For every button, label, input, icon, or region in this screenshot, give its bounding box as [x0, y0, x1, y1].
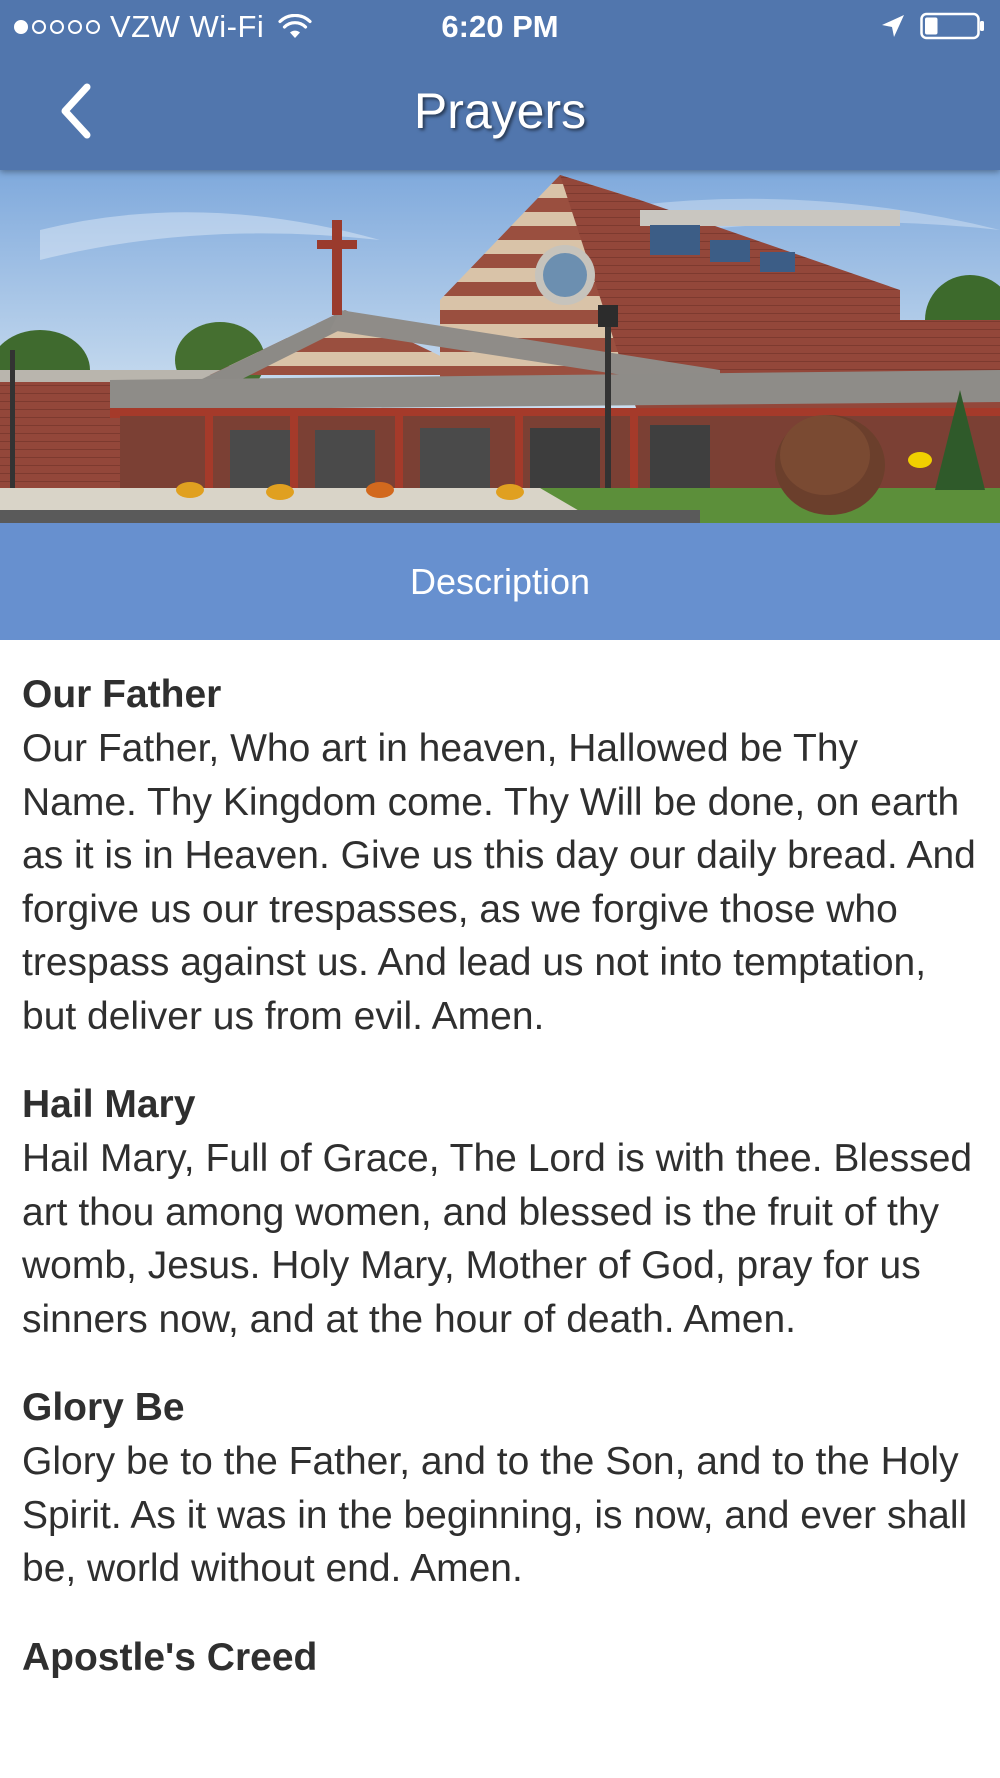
prayer-section: [22, 1078, 982, 1346]
navigation-bar: [0, 54, 1000, 170]
prayer-title: Our Father: [22, 673, 222, 716]
prayer-title: Apostle's Creed: [22, 1635, 318, 1679]
location-arrow-icon: [880, 13, 906, 39]
church-building-photo: [0, 170, 1000, 523]
page-title: Prayers: [413, 83, 587, 139]
prayer-text: Our Father, Who art in heaven, Hallowed be Thy Name. Thy Kingdom come. Thy Will be done, on earth as it is in Heaven. Give us this day our daily bread. And forgive us our trespasses, as we forgive those who trespass against us. And lead us not into temptation, but deliver us from evil. Amen.: [22, 727, 976, 1038]
prayer-text: Glory be to the Father, and to the Son, and to the Holy Spirit. As it was in the beginning, is now, and ever shall be, world without end. Amen.: [22, 1440, 968, 1590]
prayer-title: Hail Mary: [22, 1083, 196, 1126]
battery-icon: [920, 12, 986, 40]
prayer-title: Glory Be: [22, 1386, 185, 1429]
prayer-section: [22, 1381, 982, 1596]
tab-description[interactable]: Description: [409, 560, 591, 602]
carrier-name: VZW Wi-Fi: [110, 9, 265, 44]
prayer-text: Hail Mary, Full of Grace, The Lord is with thee. Blessed art thou among women, and blessed is the fruit of thy womb, Jesus. Holy Mary, Mother of God, pray for us sinners now, and at the hour of death. Amen.: [22, 1137, 973, 1341]
prayer-section: [22, 668, 982, 1043]
battery-level-fill: [925, 18, 938, 35]
status-time: 6:20 PM: [441, 9, 559, 44]
prayer-section: [22, 1631, 982, 1685]
prayers-content: [22, 668, 982, 1720]
status-bar: [0, 0, 1000, 54]
app-header: [0, 0, 1000, 170]
tab-bar: [0, 523, 1000, 640]
